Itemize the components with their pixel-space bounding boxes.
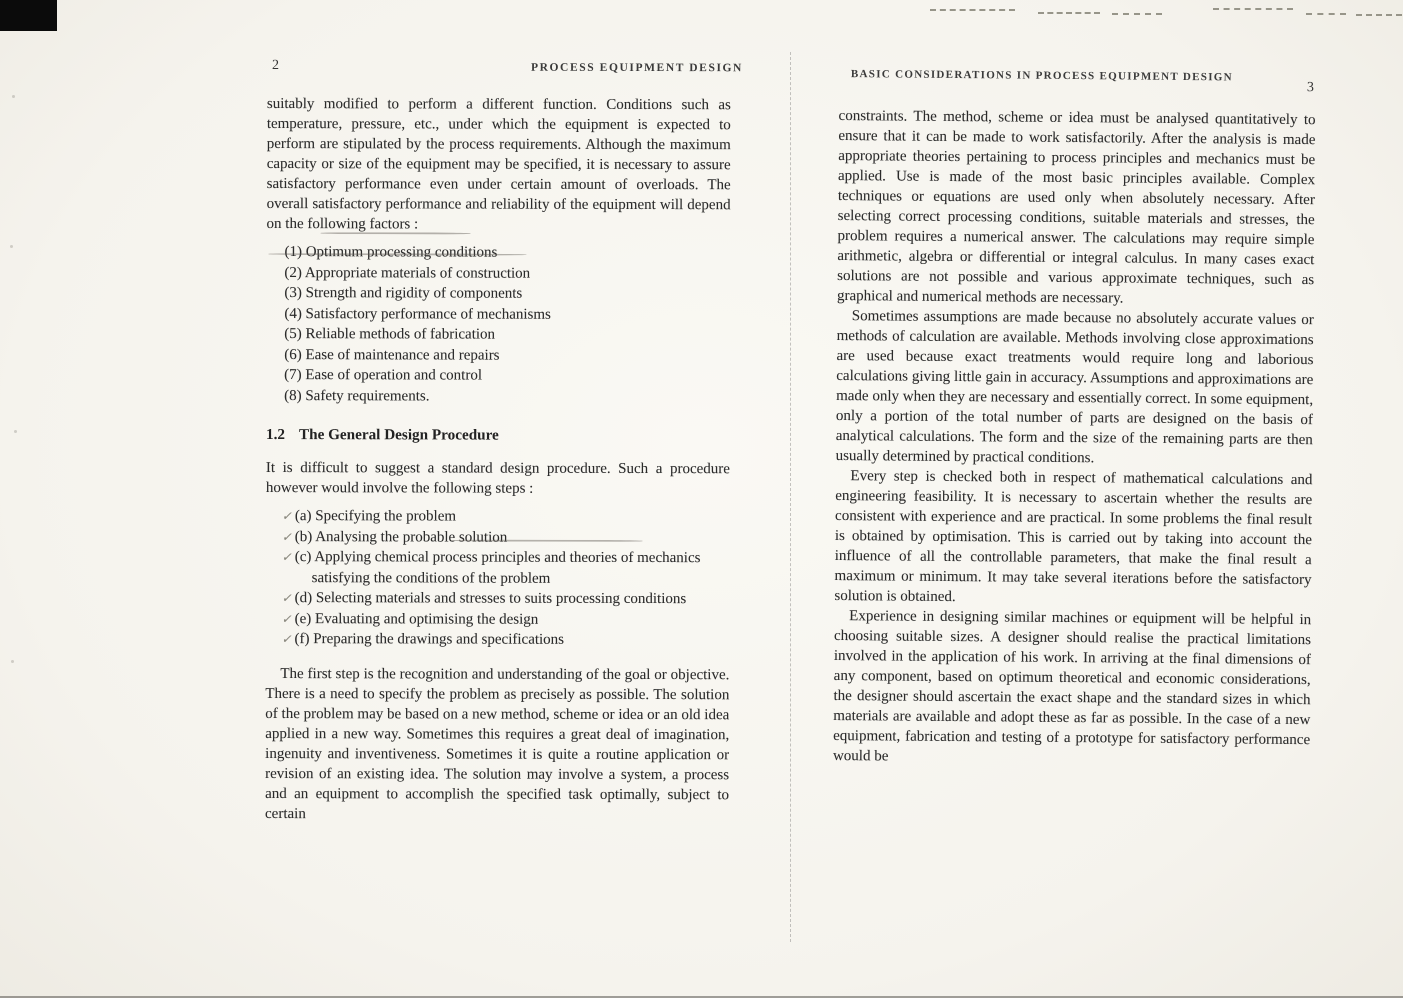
list-item: (8) Safety requirements. — [284, 387, 430, 404]
pencil-tick-icon: ✓ — [281, 632, 292, 647]
section-heading — [266, 426, 730, 445]
list-item — [266, 506, 730, 528]
paragraph: constraints. The method, scheme or idea must be analysed quantitatively to ensure that it can be made to work satisfactorily. After the analysis is made appropriate theories pertaining to process principles and mechanics must be applied. Use is made of the most basic principles available. Complex techniques or equations are used only when absolutely necessary. After selecting correct processing conditions, suitable materials and stresses, the problem requires a numerical answer. The calculations may require simple arithmetic, algebra or differential or integral calculus. In many cases exact solutions are not possible and various approximate techniques, such as graphical and numerical methods are necessary. — [836, 107, 1316, 307]
list-item: (1) Optimum processing conditions — [284, 244, 498, 261]
factors-list — [266, 242, 730, 407]
paragraph: It is difficult to suggest a standard design procedure. Such a procedure however would involve the following steps : — [265, 459, 730, 497]
scan-artifact-dash — [1112, 13, 1162, 15]
page-gutter-fold — [790, 52, 791, 942]
page-number: 3 — [1306, 80, 1314, 96]
page-right — [833, 68, 1316, 770]
list-item — [266, 588, 730, 610]
steps-list — [265, 506, 729, 651]
pencil-tick-icon: ✓ — [281, 591, 292, 606]
pencil-tick-icon: ✓ — [281, 550, 292, 565]
scan-artifact-dash — [930, 9, 1015, 11]
list-item: (4) Satisfactory performance of mechanisms — [284, 305, 551, 323]
page-left — [265, 58, 744, 825]
step-text: (f) Preparing the drawings and specifications — [294, 631, 565, 648]
list-item — [266, 547, 730, 589]
list-item: (3) Strength and rigidity of components — [284, 285, 523, 302]
step-text: (e) Evaluating and optimising the design — [294, 610, 539, 628]
list-item: (6) Ease of maintenance and repairs — [284, 346, 500, 364]
list-item — [265, 629, 729, 651]
scan-speck — [10, 245, 13, 248]
list-item — [266, 608, 730, 630]
running-title: PROCESS EQUIPMENT DESIGN — [530, 61, 744, 75]
paragraph: Experience in designing similar machines or equipment will be helpful in choosing suitable sizes. A designer should realise the practical limitations involved in the application of his work. In arriving at the final dimensions of any component, based on optimum theoretical and economic considerations, the designer should ascertain the exact shape and the standard sizes in which materials are available and adopt these as far as possible. In the case of a new equipment, fabrication and testing of a prototype for satisfactory performance would be — [832, 608, 1312, 765]
paragraph: Sometimes assumptions are made because no absolutely accurate values or methods of calculation are available. Methods involving close approximations are used because exact treatments would require long and laborious calculations giving little gain in accuracy. Assumptions and approximations are made only when they are necessary and essentially correct. In some equipment, only a portion of the total number of parts are designed on the basis of analytical calculations. The form and the size of the remaining parts are then usually determined by practical conditions. — [835, 308, 1314, 467]
pencil-tick-icon: ✓ — [281, 611, 292, 626]
scan-artifact-dash — [1306, 13, 1346, 15]
running-title: BASIC CONSIDERATIONS IN PROCESS EQUIPMENT DESIGN — [850, 68, 1233, 84]
scan-artifact-dash — [1038, 12, 1100, 14]
list-item: (7) Ease of operation and control — [284, 367, 483, 384]
section-number: 1.2 — [265, 425, 286, 444]
page-right-header — [839, 68, 1316, 94]
list-item — [266, 526, 730, 548]
step-text: (b) Analysing the probable solution — [294, 528, 508, 546]
scan-speck — [14, 430, 17, 433]
step-text: (c) Applying chemical process principles and theories of mechanics satisfying the conditions of the problem — [294, 549, 701, 587]
scan-artifact-dash — [1213, 8, 1293, 10]
pencil-tick-icon: ✓ — [281, 529, 292, 544]
pencil-tick-icon: ✓ — [281, 509, 292, 524]
list-item: (5) Reliable methods of fabrication — [284, 326, 496, 343]
paragraph: The first step is the recognition and understanding of the goal or objective. There is a need to specify the problem as precisely as possible. The solution of the problem may be based on a new method, scheme or idea or an old idea applied in a new way. Sometimes this requires a great deal of imagination, ingenuity and inventiveness. Sometimes it is quite a routine application or revision of an existing idea. The solution may involve a system, a process and an equipment to accomplish the specified task optimally, subject to certain — [265, 665, 730, 822]
scan-speck — [11, 660, 14, 663]
section-title: The General Design Procedure — [298, 426, 499, 444]
paragraph: Every step is checked both in respect of mathematical calculations and engineering feasibility. It is necessary to ascertain whether the results are consistent with experience and are practical. In some problems the final result is obtained by optimisation. This is carried out by taking into account the influence of all the controllable parameters, that make the final result a maximum or minimum. It may take several iterations before the satisfactory solution is obtained. — [834, 468, 1313, 606]
page-left-header — [267, 58, 744, 81]
scan-corner-blot — [0, 0, 57, 31]
paragraph: suitably modified to perform a different function. Conditions such as temperature, pressure, etc., under which the equipment is expected to perform are stipulated by the process requirements. Although the maximum capacity or size of the equipment may be specified, it is necessary to assure satisfactory performance even under certain amount of overloads. The overall satisfactory performance and reliability of the equipment will depend on the following factors : — [266, 95, 731, 233]
page-number: 2 — [271, 58, 279, 74]
step-text: (d) Selecting materials and stresses to suits processing conditions — [294, 590, 687, 608]
scan-speck — [12, 95, 15, 98]
step-text: (a) Specifying the problem — [294, 508, 457, 525]
scan-artifact-dash — [1356, 14, 1402, 16]
list-item: (2) Appropriate materials of construction — [284, 264, 531, 282]
